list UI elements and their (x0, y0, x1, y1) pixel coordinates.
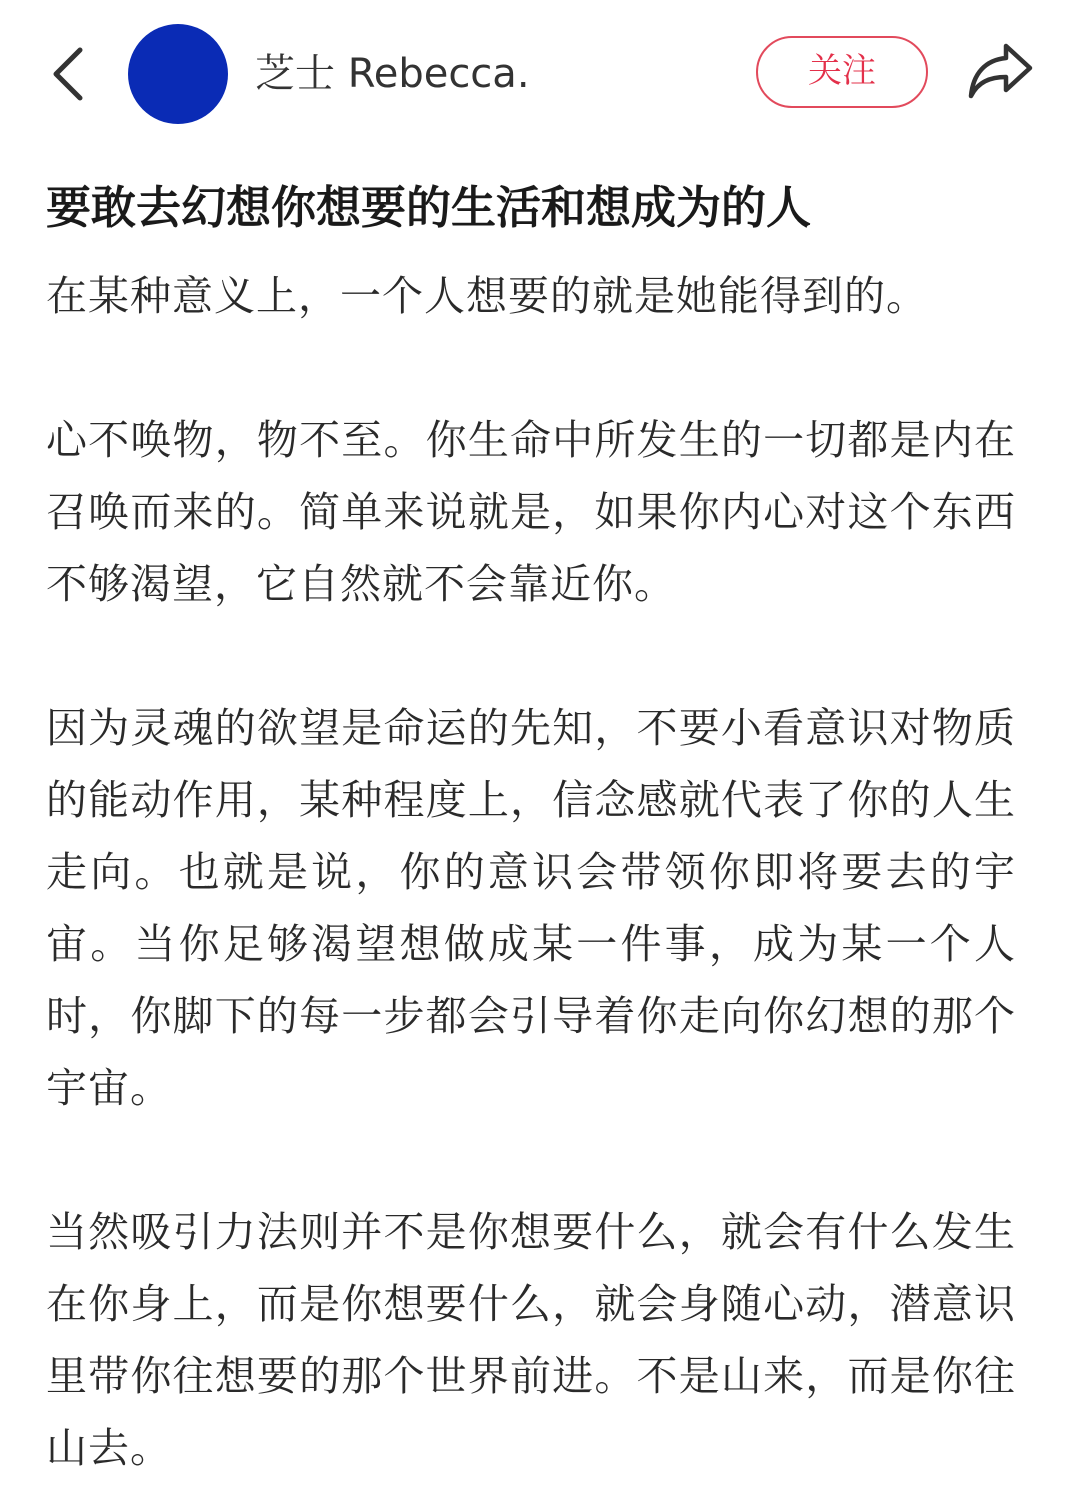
avatar[interactable] (128, 24, 228, 124)
top-bar (0, 0, 1080, 150)
post-title: 要敢去幻想你想要的生活和想成为的人 (46, 181, 812, 234)
chevron-left-icon[interactable] (44, 44, 92, 104)
paragraph-spacer (46, 332, 1016, 404)
post-paragraph: 在某种意义上，一个人想要的就是她能得到的。 (46, 272, 928, 320)
paragraph-spacer (46, 620, 1016, 692)
post-article (46, 176, 1016, 1484)
paragraph-spacer (46, 1124, 1016, 1196)
post-paragraph: 因为灵魂的欲望是命运的先知，不要小看意识对物质的能动作用，某种程度上，信念感就代表了你的人生走向。也就是说，你的意识会带领你即将要去的宇宙。当你足够渴望想做成某一件事，成为某一个人时，你脚下的每一步都会引导着你走向你幻想的那个宇宙。 (46, 704, 1016, 1112)
author-name[interactable]: 芝士 Rebecca. (255, 51, 530, 97)
post-paragraph: 心不唤物，物不至。你生命中所发生的一切都是内在召唤而来的。简单来说就是，如果你内心对这个东西不够渴望，它自然就不会靠近你。 (46, 416, 1016, 608)
share-arrow-icon[interactable] (966, 40, 1034, 102)
post-paragraph: 当然吸引力法则并不是你想要什么，就会有什么发生在你身上，而是你想要什么，就会身随心动，潜意识里带你往想要的那个世界前进。不是山来，而是你往山去。 (46, 1208, 1016, 1472)
follow-button[interactable]: 关注 (756, 36, 928, 108)
